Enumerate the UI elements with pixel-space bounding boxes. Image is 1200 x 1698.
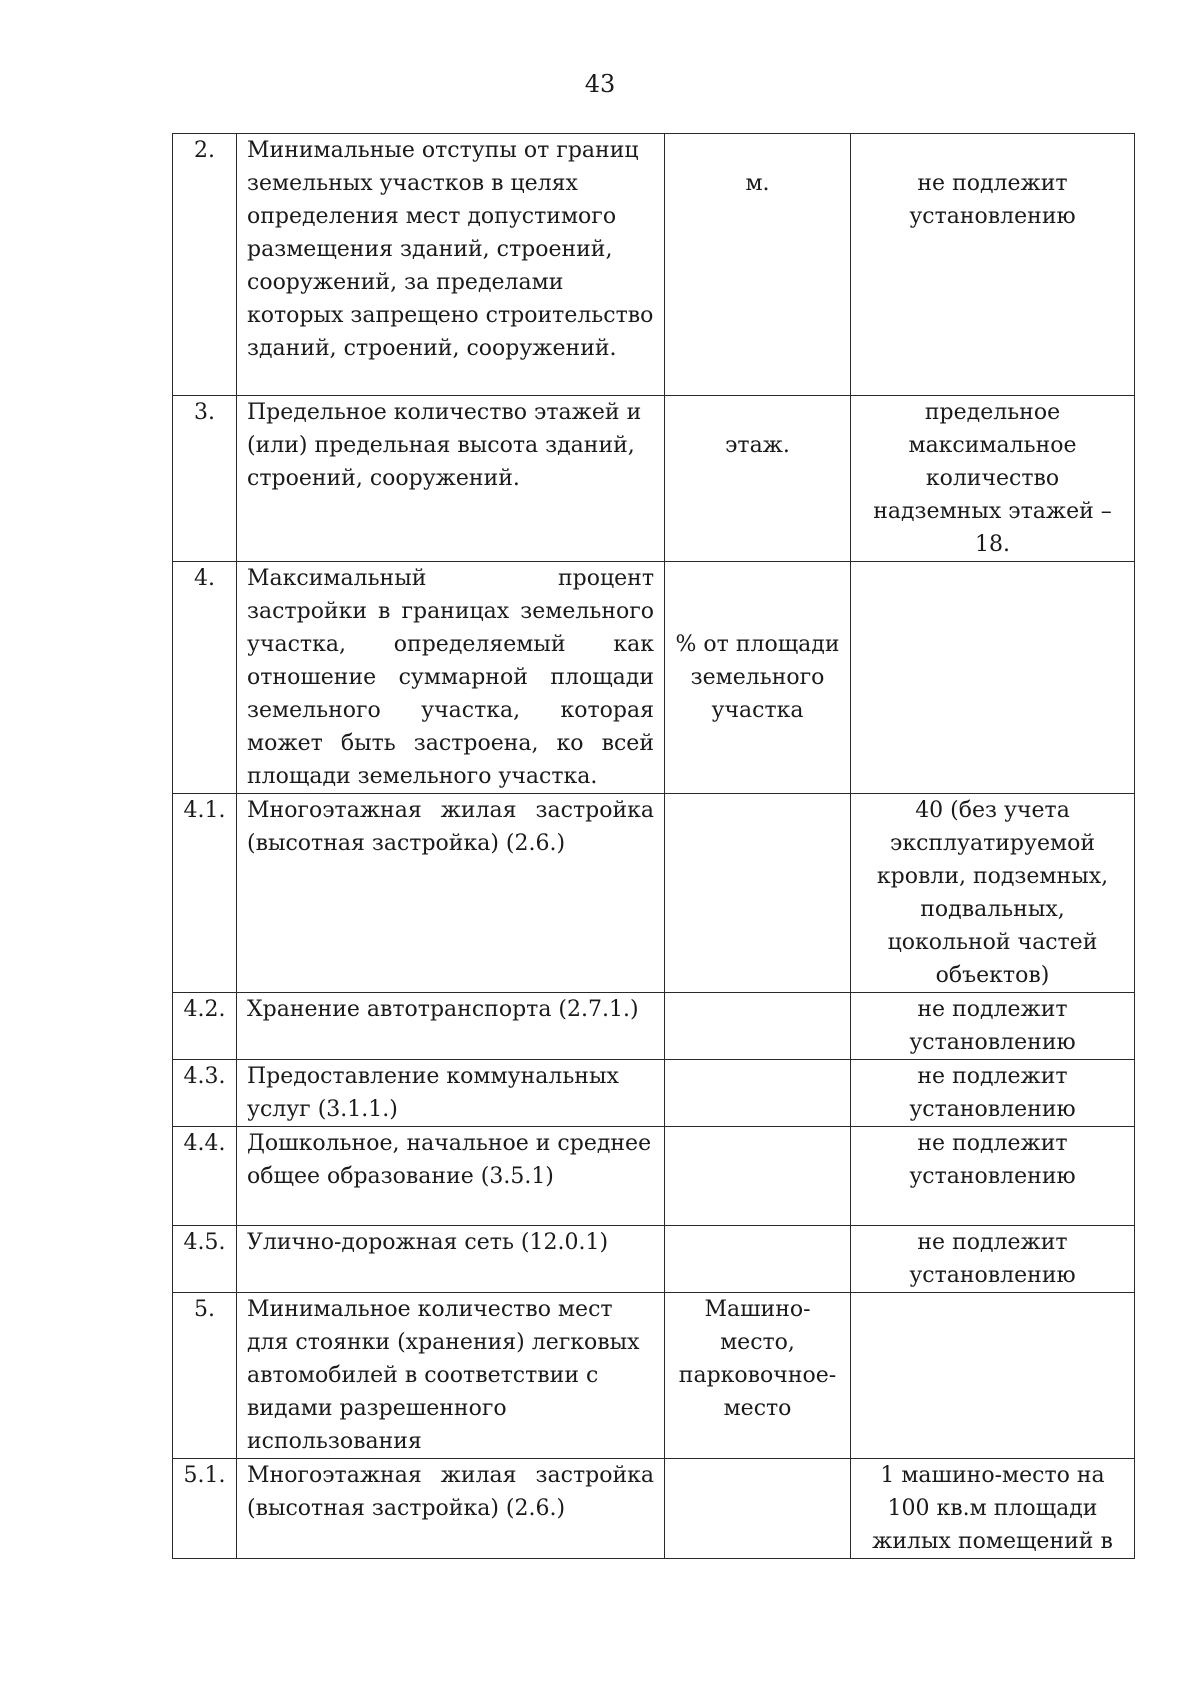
table-row [173, 1226, 1135, 1293]
unit-text [665, 1127, 851, 1226]
unit-text [665, 1459, 851, 1559]
row-number: 4.5. [173, 1226, 237, 1293]
unit-cell [665, 134, 851, 396]
row-number: 3. [173, 396, 237, 562]
parameter-name: Многоэтажная жилая застройка (высотная застройка) (2.6.) [237, 794, 665, 993]
value-text: не подлежит установлению [851, 993, 1135, 1060]
row-number: 4. [173, 562, 237, 794]
row-number: 5. [173, 1293, 237, 1459]
row-number: 2. [173, 134, 237, 396]
value-cell [851, 134, 1135, 396]
parameter-name: Предоставление коммунальных услуг (3.1.1.) [237, 1060, 665, 1127]
parameter-name: Максимальный процент застройки в границах земельного участка, определяемый как отношение суммарной площади земельного участка, которая может быть застроена, ко всей площади земельного участка. [237, 562, 665, 794]
table-row [173, 1459, 1135, 1559]
table-row [173, 993, 1135, 1060]
unit-text: этаж. [725, 433, 790, 458]
row-number: 4.2. [173, 993, 237, 1060]
row-number: 5.1. [173, 1459, 237, 1559]
unit-text [665, 1060, 851, 1127]
unit-text: Машино-место, парковочное-место [665, 1293, 851, 1459]
value-text [851, 562, 1135, 794]
unit-cell [665, 562, 851, 794]
value-text: не подлежит установлению [851, 1127, 1135, 1226]
unit-text: % от площади земельного участка [675, 632, 840, 723]
value-text [851, 1293, 1135, 1459]
parameter-name: Минимальные отступы от границ земельных участков в целях определения мест допустимого размещения зданий, строений, сооружений, за пределами которых запрещено строительство зданий, строений, сооружений. [237, 134, 665, 396]
table-row [173, 396, 1135, 562]
table-row [173, 1060, 1135, 1127]
parameter-name: Многоэтажная жилая застройка (высотная застройка) (2.6.) [237, 1459, 665, 1559]
table-row [173, 562, 1135, 794]
value-text: не подлежит установлению [909, 171, 1076, 229]
page-number: 43 [584, 70, 616, 98]
row-number: 4.3. [173, 1060, 237, 1127]
table-row [173, 1293, 1135, 1459]
parameter-name: Хранение автотранспорта (2.7.1.) [237, 993, 665, 1060]
row-number: 4.4. [173, 1127, 237, 1226]
row-number: 4.1. [173, 794, 237, 993]
value-text: 40 (без учета эксплуатируемой кровли, подземных, подвальных, цокольной частей объектов) [851, 794, 1135, 993]
value-text: не подлежит установлению [851, 1060, 1135, 1127]
regulations-table [172, 133, 1135, 1559]
table-row [173, 1127, 1135, 1226]
value-text: не подлежит установлению [851, 1226, 1135, 1293]
unit-text [665, 993, 851, 1060]
unit-text [665, 1226, 851, 1293]
value-text: предельное максимальное количество надземных этажей – 18. [851, 396, 1135, 562]
table-row [173, 794, 1135, 993]
unit-cell [665, 396, 851, 562]
table-row [173, 134, 1135, 396]
parameter-name: Дошкольное, начальное и среднее общее образование (3.5.1) [237, 1127, 665, 1226]
value-text: 1 машино-место на 100 кв.м площади жилых помещений в [851, 1459, 1135, 1559]
unit-text: м. [745, 171, 770, 196]
parameter-name: Минимальное количество мест для стоянки (хранения) легковых автомобилей в соответствии с видами разрешенного использования [237, 1293, 665, 1459]
parameter-name: Предельное количество этажей и (или) предельная высота зданий, строений, сооружений. [237, 396, 665, 562]
unit-text [665, 794, 851, 993]
parameter-name: Улично-дорожная сеть (12.0.1) [237, 1226, 665, 1293]
